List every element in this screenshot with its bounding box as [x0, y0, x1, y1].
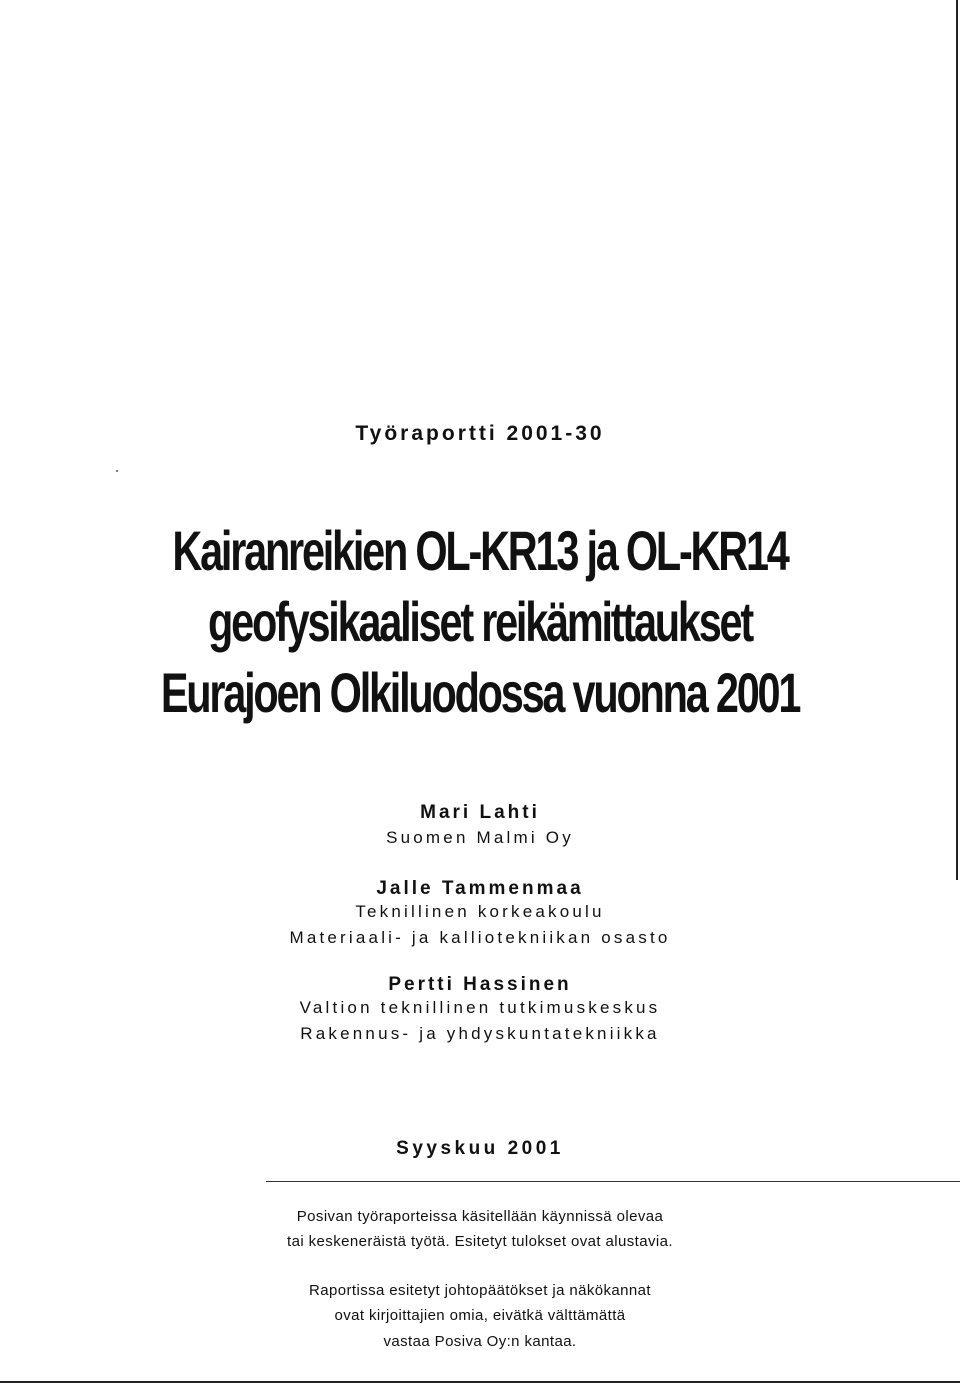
author-affiliation: Valtion teknillinen tutkimuskeskus	[299, 998, 661, 1017]
author-name: Pertti Hassinen	[388, 974, 572, 995]
scan-speck	[116, 470, 118, 472]
report-title-line-2: geofysikaaliset reikämittaukset	[208, 590, 752, 653]
report-date: Syyskuu 2001	[396, 1138, 564, 1159]
author-name: Jalle Tammenmaa	[376, 878, 584, 899]
author-affiliation: Suomen Malmi Oy	[386, 828, 574, 847]
divider-rule	[266, 1181, 960, 1182]
report-title-line-3: Eurajoen Olkiluodossa vuonna 2001	[160, 661, 800, 724]
notice-line: ovat kirjoittajien omia, eivätkä välttämättä	[334, 1307, 626, 1324]
notice-line: Raportissa esitetyt johtopäätökset ja näkökannat	[309, 1282, 651, 1299]
scan-edge-bottom	[0, 1381, 960, 1383]
author-affiliation: Materiaali- ja kalliotekniikan osasto	[289, 928, 671, 947]
report-series-label: Työraportti 2001-30	[355, 422, 605, 445]
author-affiliation: Teknillinen korkeakoulu	[355, 902, 605, 921]
notice-line: Posivan työraporteissa käsitellään käynnissä olevaa	[296, 1208, 664, 1225]
notice-line: tai keskeneräistä työtä. Esitetyt tulokset ovat alustavia.	[287, 1233, 673, 1250]
author-affiliation: Rakennus- ja yhdyskuntatekniikka	[300, 1024, 660, 1043]
author-name: Mari Lahti	[420, 802, 540, 823]
notice-line: vastaa Posiva Oy:n kantaa.	[383, 1333, 577, 1350]
report-title-line-1: Kairanreikien OL-KR13 ja OL-KR14	[172, 519, 788, 582]
